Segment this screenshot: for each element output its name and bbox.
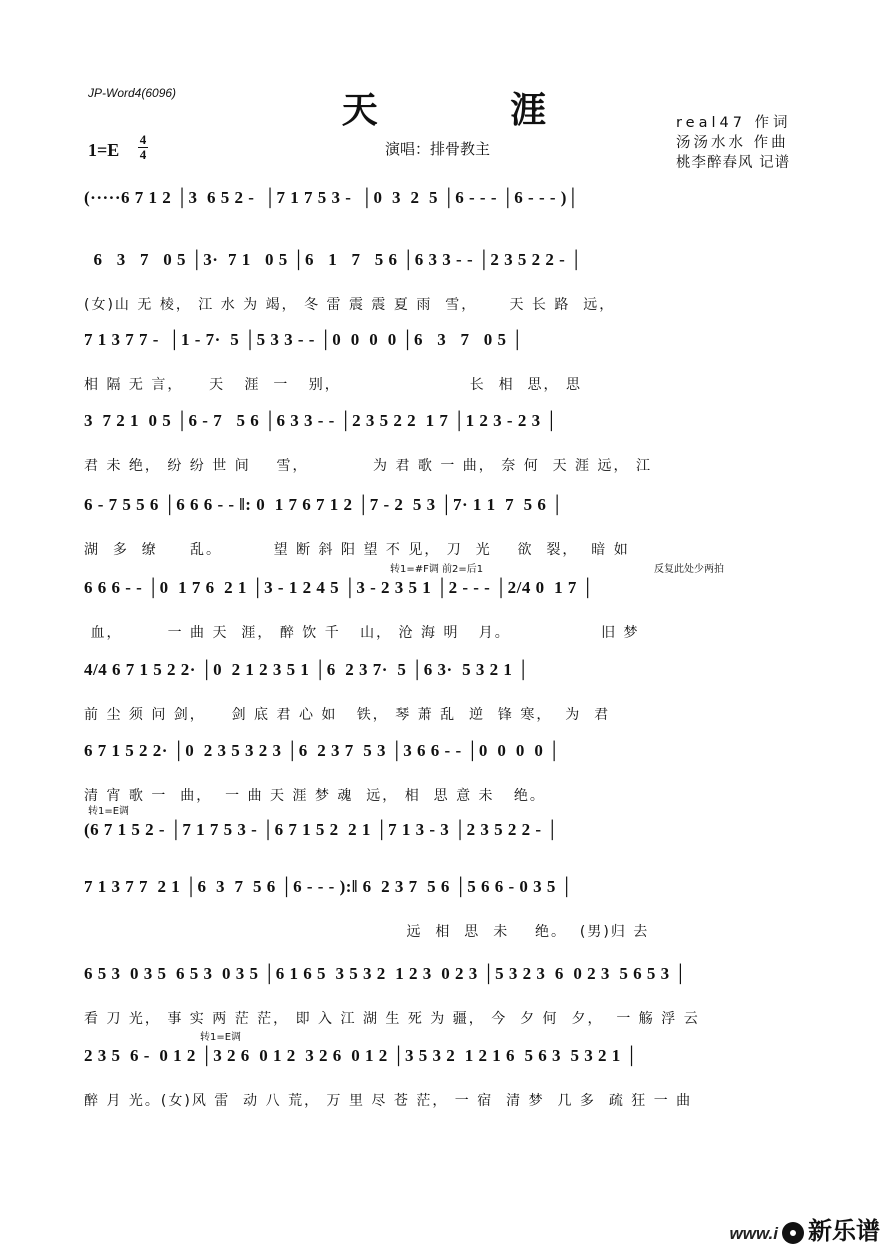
staff-lyrics: 清 宵 歌 一 曲， 一 曲 天 涯 梦 魂 远， 相 思 意 未 绝。 [84,788,546,804]
modulation-annotation: 转1=#F调 前2=后1 [390,564,484,575]
staff-notes: 2 3 5 6 - 0 1 2 │3 2 6 0 1 2 3 2 6 0 1 2 │3 5 3 2 1 2 1 6 5 6 3 5 3 2 1 │ [84,1046,639,1065]
staff-lyrics: 君 未 绝， 纷 纷 世 间 雪， 为 君 歌 一 曲， 奈 何 天 涯 远， 江 [84,458,652,474]
staff-lyrics: 湖 多 缭 乱。 望 断 斜 阳 望 不 见， 刀 光 欲 裂， 暗 如 [84,542,630,558]
staff-notes: 6 7 1 5 2 2· │0 2 3 5 3 2 3 │6 2 3 7 5 3 │3 6 6 - - │0 0 0 0 │ [84,741,561,760]
staff-notes: 6 3 7 0 5 │3· 7 1 0 5 │6 1 7 5 6 │6 3 3 - - │2 3 5 2 2 - │ [84,250,583,269]
staff-lyrics: 相 隔 无 言， 天 涯 一 别， 长 相 思， 思 [84,377,583,393]
record-disc-icon [782,1222,804,1244]
staff-lyrics: 看 刀 光， 事 实 两 茫 茫， 即 入 江 湖 生 死 为 疆， 今 夕 何 夕， 一 觞 浮 云 [84,1011,700,1027]
staff-notes: 4/4 6 7 1 5 2 2· │0 2 1 2 3 5 1 │6 2 3 7· 5 │6 3· 5 3 2 1 │ [84,660,530,679]
staff-notes: 3 7 2 1 0 5 │6 - 7 5 6 │6 3 3 - - │2 3 5 2 2 1 7 │1 2 3 - 2 3 │ [84,411,558,430]
modulation-annotation: 转1=E调 [200,1032,242,1043]
modulation-annotation: 转1=E调 [88,806,130,817]
singer-credit: 演唱：排骨教主 [385,140,491,158]
staff-notes: 6 - 7 5 5 6 │6 6 6 - - ‖: 0 1 7 6 7 1 2 │7 - 2 5 3 │7· 1 1 7 5 6 │ [84,495,564,514]
staff-notes: 6 6 6 - - │0 1 7 6 2 1 │3 - 1 2 4 5 │3 - 2 3 5 1 │2 - - - │2/4 0 1 7 │ [84,578,595,597]
site-watermark [730,1211,881,1246]
staff-lyrics: 醉 月 光。(女)风 雷 动 八 荒， 万 里 尽 苍 茫， 一 宿 清 梦 几 多 疏 狂 一 曲 [84,1093,693,1109]
time-signature-bottom: 4 [139,147,147,162]
software-label: JP-Word4(6096) [88,86,177,100]
composer-credit: 汤汤水水 作曲 [676,135,789,151]
staff-lyrics: 前 尘 须 问 剑， 剑 底 君 心 如 铁， 琴 萧 乱 逆 锋 寒， 为 君 [84,707,611,723]
staff-lyrics: 远 相 思 未 绝。 (男)归 去 [84,924,650,940]
staff-lyrics: (女)山 无 棱， 江 水 为 竭， 冬 雷 震 震 夏 雨 雪， 天 长 路 远， [84,297,616,313]
repeat-annotation: 反复此处少两拍 [654,564,724,575]
time-signature [138,134,148,161]
transcriber-credit: 桃李醉春风 记谱 [676,155,791,171]
staff-notes: 6 5 3 0 3 5 6 5 3 0 3 5 │6 1 6 5 3 5 3 2 1 2 3 0 2 3 │5 3 2 3 6 0 2 3 5 6 5 3 │ [84,964,687,983]
lyricist-credit: real47 作词 [676,115,792,131]
staff-notes: 7 1 3 7 7 - │1 - 7· 5 │5 3 3 - - │0 0 0 0 │6 3 7 0 5 │ [84,330,524,349]
song-title: 天 涯 [341,89,607,131]
time-signature-top: 4 [139,132,147,147]
staff-notes: (6 7 1 5 2 - │7 1 7 5 3 - │6 7 1 5 2 2 1 │7 1 3 - 3 │2 3 5 2 2 - │ [84,820,559,839]
staff-lyrics: 血， 一 曲 天 涯， 醉 饮 千 山， 沧 海 明 月。 旧 梦 [84,625,640,641]
watermark-brand: 新乐谱 [808,1218,880,1245]
watermark-url: www.i [729,1224,778,1243]
key-signature: 1=E [88,140,120,160]
staff-notes: (·····6 7 1 2 │3 6 5 2 - │7 1 7 5 3 - │0 3 2 5 │6 - - - │6 - - - )│ [84,188,580,207]
staff-notes: 7 1 3 7 7 2 1 │6 3 7 5 6 │6 - - - ):‖ 6 2 3 7 5 6 │5 6 6 - 0 3 5 │ [84,877,574,896]
